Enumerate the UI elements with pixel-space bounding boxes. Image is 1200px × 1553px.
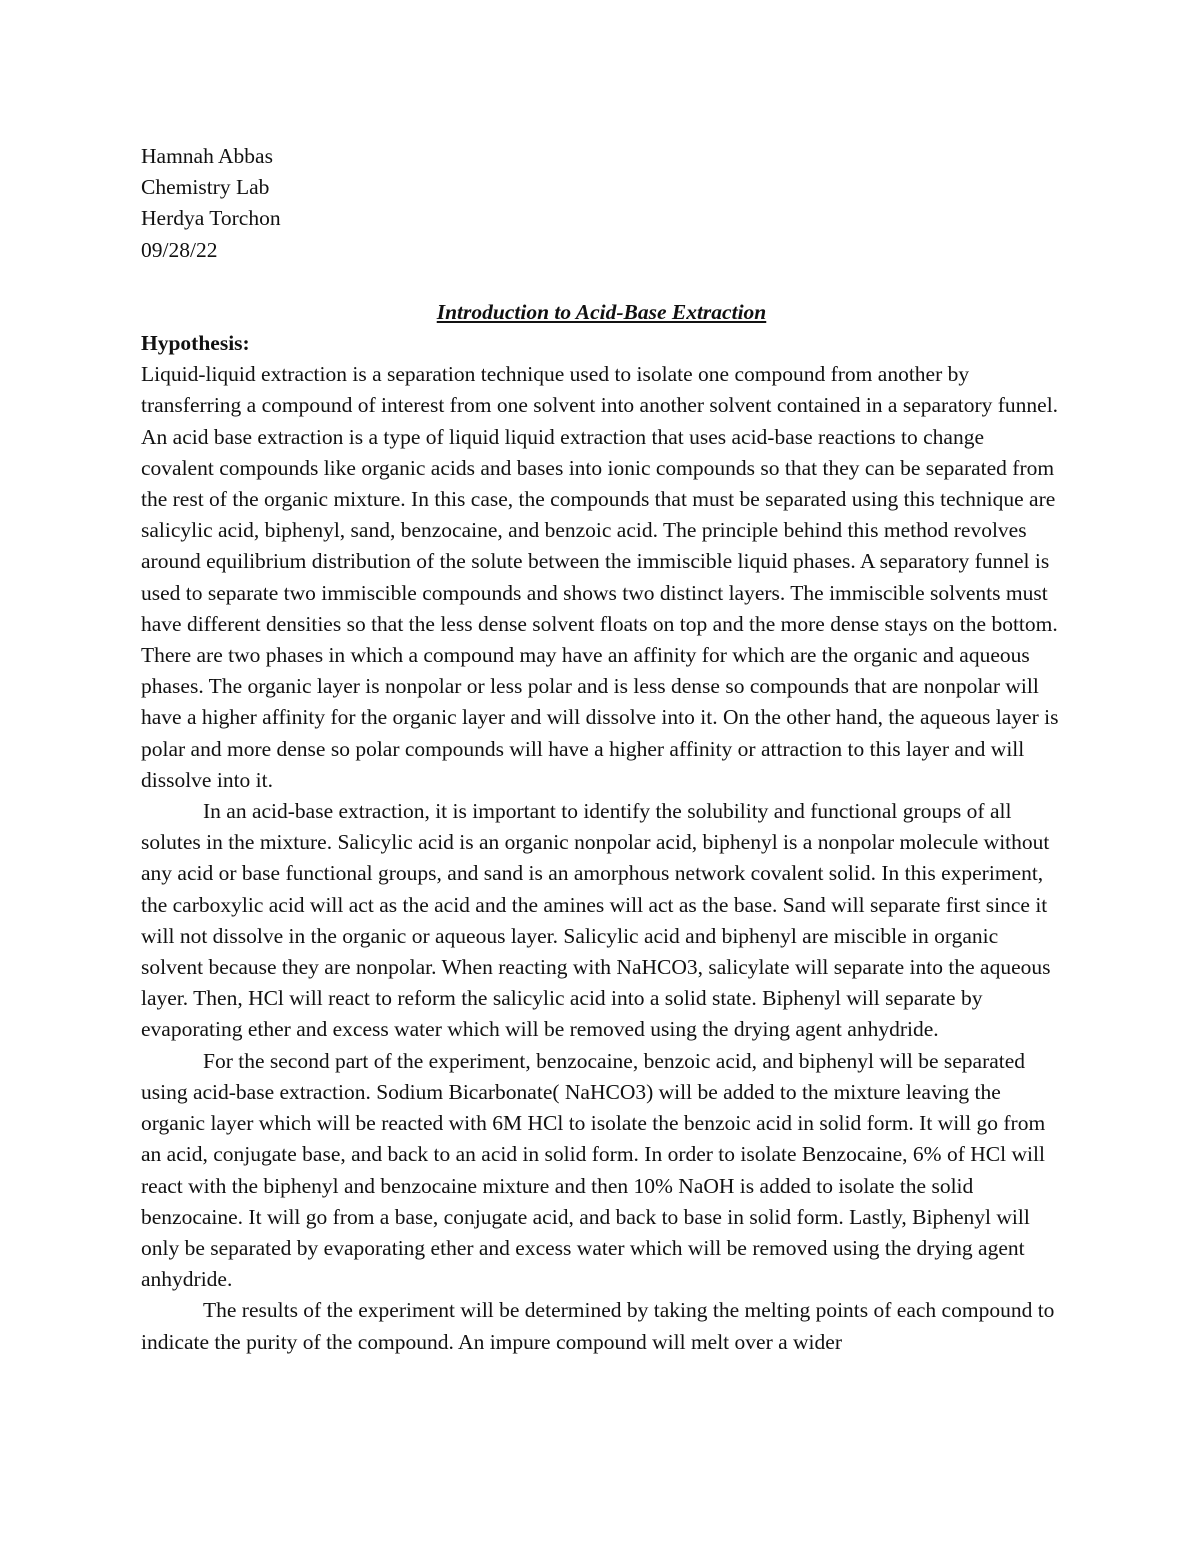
instructor-name: Herdya Torchon bbox=[141, 206, 281, 231]
header-block bbox=[141, 141, 1062, 266]
paragraph-3: For the second part of the experiment, benzocaine, benzoic acid, and biphenyl will be separated using acid-base extraction. Sodium Bicarbonate( NaHCO3) will be added to the mixture leaving the organic layer which will be reacted with 6M HCl to isolate the benzoic acid in solid form. It will go from an acid, conjugate base, and back to an acid in solid form. In order to isolate Benzocaine, 6% of HCl will react with the biphenyl and benzocaine mixture and then 10% NaOH is added to isolate the solid benzocaine. It will go from a base, conjugate acid, and back to base in solid form. Lastly, Biphenyl will only be separated by evaporating ether and excess water which will be removed using the drying agent anhydride. bbox=[141, 1048, 1046, 1292]
hypothesis-heading: Hypothesis: bbox=[141, 331, 250, 356]
author-name: Hamnah Abbas bbox=[141, 144, 273, 168]
document-body bbox=[141, 141, 1062, 1358]
document-title: Introduction to Acid-Base Extraction bbox=[436, 299, 767, 324]
paragraph-1: Liquid-liquid extraction is a separation technique used to isolate one compound from another by transferring a compound of interest from one solvent into another solvent contained in a separatory funnel. An acid base extraction is a type of liquid liquid extraction that uses acid-base reactions to change covalent compounds like organic acids and bases into ionic compounds so that they can be separated from the rest of the organic mixture. In this case, the compounds that must be separated using this technique are salicylic acid, biphenyl, sand, benzocaine, and benzoic acid. The principle behind this method revolves around equilibrium distribution of the solute between the immiscible liquid phases. A separatory funnel is used to separate two immiscible compounds and shows two distinct layers. The immiscible solvents must have different densities so that the less dense solvent floats on top and the more dense stays on the bottom. There are two phases in which a compound may have an affinity for which are the organic and aqueous phases. The organic layer is nonpolar or less polar and is less dense so compounds that are nonpolar will have a higher affinity for the organic layer and will dissolve into it. On the other hand, the aqueous layer is polar and more dense so polar compounds will have a higher affinity or attraction to this layer and will dissolve into it. bbox=[141, 362, 1059, 792]
paragraph-2: In an acid-base extraction, it is important to identify the solubility and functional groups of all solutes in the mixture. Salicylic acid is an organic nonpolar acid, biphenyl is a nonpolar molecule without any acid or base functional groups, and sand is an amorphous network covalent solid. In this experiment, the carboxylic acid will act as the acid and the amines will act as the base. Sand will separate first since it will not dissolve in the organic or aqueous layer. Salicylic acid and biphenyl are miscible in organic solvent because they are nonpolar. When reacting with NaHCO3, salicylate will separate into the aqueous layer. Then, HCl will react to reform the salicylic acid into a solid state. Biphenyl will separate by evaporating ether and excess water which will be removed using the drying agent anhydride. bbox=[141, 799, 1051, 1042]
course-name: Chemistry Lab bbox=[141, 175, 270, 200]
report-date: 09/28/22 bbox=[141, 237, 218, 262]
paragraph-4: The results of the experiment will be determined by taking the melting points of each compound to indicate the purity of the compound. An impure compound will melt over a wider bbox=[141, 1298, 1055, 1354]
